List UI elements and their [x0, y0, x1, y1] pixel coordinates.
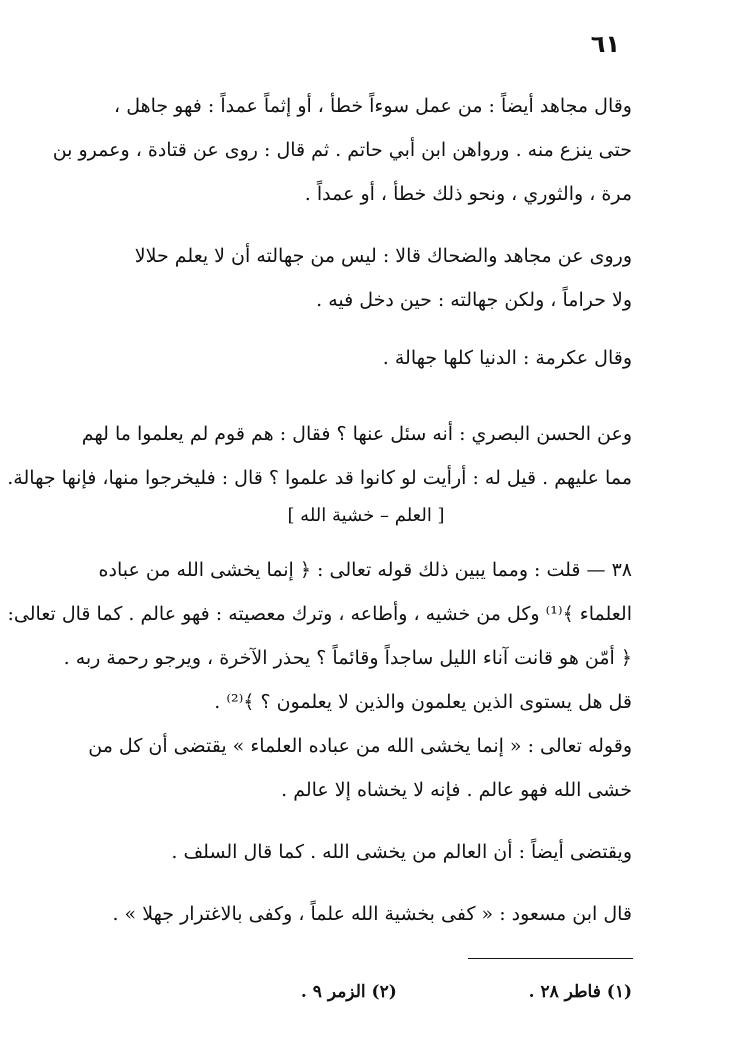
- text-line: ﴿ أمّن هو قانت آناء الليل ساجداً وقائماً ؟ يحذر الآخرة ، ويرجو رحمة ربه .: [63, 647, 632, 669]
- paragraph-ibn-masud: [100, 892, 632, 936]
- paragraph-hasan-basri: [7, 412, 632, 500]
- section-heading: [ العلم – خشية الله ]: [287, 505, 445, 526]
- paragraph-yaqtadi: [100, 830, 632, 874]
- footnote-2: (٢) الزمر ٩ .: [300, 982, 397, 1002]
- footnotes: [220, 975, 632, 1009]
- text-line: وقوله تعالى : « إنما يخشى الله من عباده العلماء » يقتضى أن كل من: [88, 735, 632, 757]
- text-line: وروى عن مجاهد والضحاك قالا : ليس من جهالته أن لا يعلم حلالا: [134, 245, 632, 267]
- text-line: ٣٨ — قلت : ومما يبين ذلك قوله تعالى : ﴿ إنما يخشى الله من عباده: [98, 559, 632, 581]
- text-line: وقال مجاهد أيضاً : من عمل سوءاً خطأ ، أو إثماً عمداً : فهو جاهل ،: [114, 95, 632, 117]
- text-line: العلماء ﴾⁽¹⁾ وكل من خشيه ، وأطاعه ، وترك معصيته : فهو عالم . كما قال تعالى:: [7, 603, 632, 625]
- paragraph-mujahid-dahhak: [100, 234, 632, 322]
- footnote-divider: [468, 958, 633, 959]
- text-line: وقال عكرمة : الدنيا كلها جهالة .: [382, 347, 632, 369]
- text-line: ويقتضى أيضاً : أن العالم من يخشى الله . كما قال السلف .: [171, 841, 632, 863]
- paragraph-mujahid: [52, 84, 632, 216]
- text-line: حتى ينزع منه . ورواهن ابن أبي حاتم . ثم قال : روى عن قتادة ، وعمرو بن: [52, 139, 632, 161]
- page-number: ٦١: [590, 30, 620, 58]
- text-line: مرة ، والثوري ، ونحو ذلك خطأ ، أو عمداً .: [304, 183, 632, 205]
- text-line: قل هل يستوى الذين يعلمون والذين لا يعلمون ؟ ﴾⁽²⁾ .: [214, 691, 632, 713]
- text-line: ولا حراماً ، ولكن جهالته : حين دخل فيه .: [316, 289, 632, 311]
- footnote-1: (١) فاطر ٢٨ .: [528, 982, 632, 1002]
- text-line: قال ابن مسعود : « كفى بخشية الله علماً ، وكفى بالاغترار جهلا » .: [112, 903, 632, 925]
- paragraph-38: [7, 548, 632, 724]
- paragraph-qawluhu: [88, 724, 632, 812]
- text-line: مما عليهم . قيل له : أرأيت لو كانوا قد علموا ؟ قال : فليخرجوا منها، فإنها جهالة.: [7, 467, 632, 489]
- text-line: وعن الحسن البصري : أنه سئل عنها ؟ فقال : هم قوم لم يعلموا ما لهم: [81, 423, 632, 445]
- paragraph-ikrima: [100, 336, 632, 380]
- text-line: خشى الله فهو عالم . فإنه لا يخشاه إلا عالم .: [281, 779, 632, 801]
